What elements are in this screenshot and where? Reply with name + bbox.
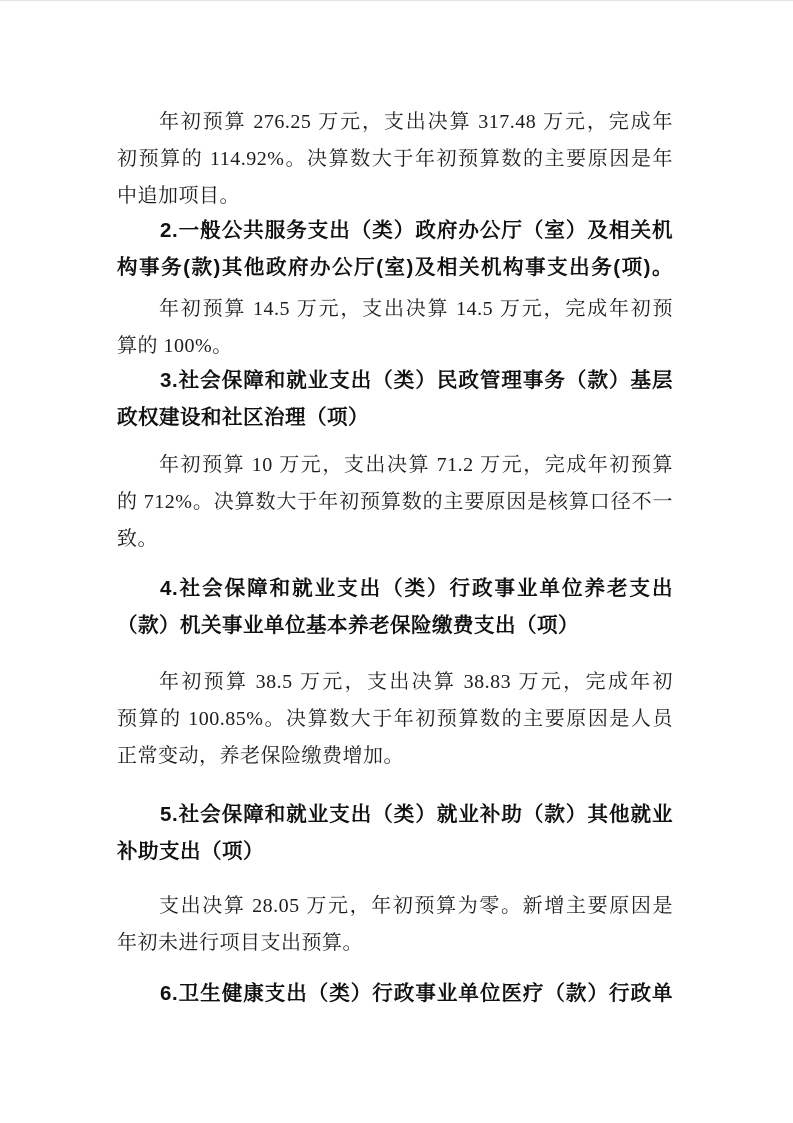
heading-line: （款）机关事业单位基本养老保险缴费支出（项） [117, 614, 579, 637]
text-line: 年初未进行项目支出预算。 [117, 932, 363, 954]
text-line: 支出决算 28.05 万元，年初预算为零。新增主要原因是 [159, 895, 673, 917]
text-line: 年初预算 38.5 万元，支出决算 38.83 万元，完成年初 [159, 671, 673, 693]
heading-3 [117, 362, 673, 436]
heading-line: 6.卫生健康支出（类）行政事业单位医疗（款）行政单 [160, 982, 673, 1005]
paragraph-3 [117, 447, 673, 558]
heading-line: 构事务(款)其他政府办公厅(室)及相关机构事支出务(项)。 [117, 256, 673, 279]
text-line: 年初预算 14.5 万元，支出决算 14.5 万元，完成年初预 [159, 298, 673, 320]
heading-line: 5.社会保障和就业支出（类）就业补助（款）其他就业 [160, 803, 673, 826]
paragraph-4 [117, 664, 673, 775]
paragraph-5 [117, 888, 673, 962]
heading-4 [117, 570, 673, 644]
paragraph-1 [117, 104, 673, 215]
heading-5 [117, 796, 673, 870]
heading-line: 3.社会保障和就业支出（类）民政管理事务（款）基层 [160, 369, 673, 392]
heading-line: 补助支出（项） [117, 840, 264, 863]
text-line: 年初预算 10 万元，支出决算 71.2 万元，完成年初预算 [159, 454, 673, 476]
paragraph-2 [117, 291, 673, 365]
text-line: 算的 100%。 [117, 335, 233, 357]
text-line: 正常变动，养老保险缴费增加。 [117, 745, 404, 767]
heading-line: 政权建设和社区治理（项） [117, 406, 369, 429]
text-line: 预算的 100.85%。决算数大于年初预算数的主要原因是人员 [117, 708, 673, 730]
text-line: 年初预算 276.25 万元，支出决算 317.48 万元，完成年 [159, 111, 673, 133]
heading-2 [117, 212, 673, 286]
text-line: 致。 [117, 528, 158, 550]
heading-6 [117, 975, 673, 1012]
text-line: 中追加项目。 [117, 185, 240, 207]
heading-line: 4.社会保障和就业支出（类）行政事业单位养老支出 [160, 577, 673, 600]
heading-line: 2.一般公共服务支出（类）政府办公厅（室）及相关机 [160, 219, 673, 242]
text-line: 的 712%。决算数大于年初预算数的主要原因是核算口径不一 [117, 491, 673, 513]
text-line: 初预算的 114.92%。决算数大于年初预算数的主要原因是年 [117, 148, 673, 170]
